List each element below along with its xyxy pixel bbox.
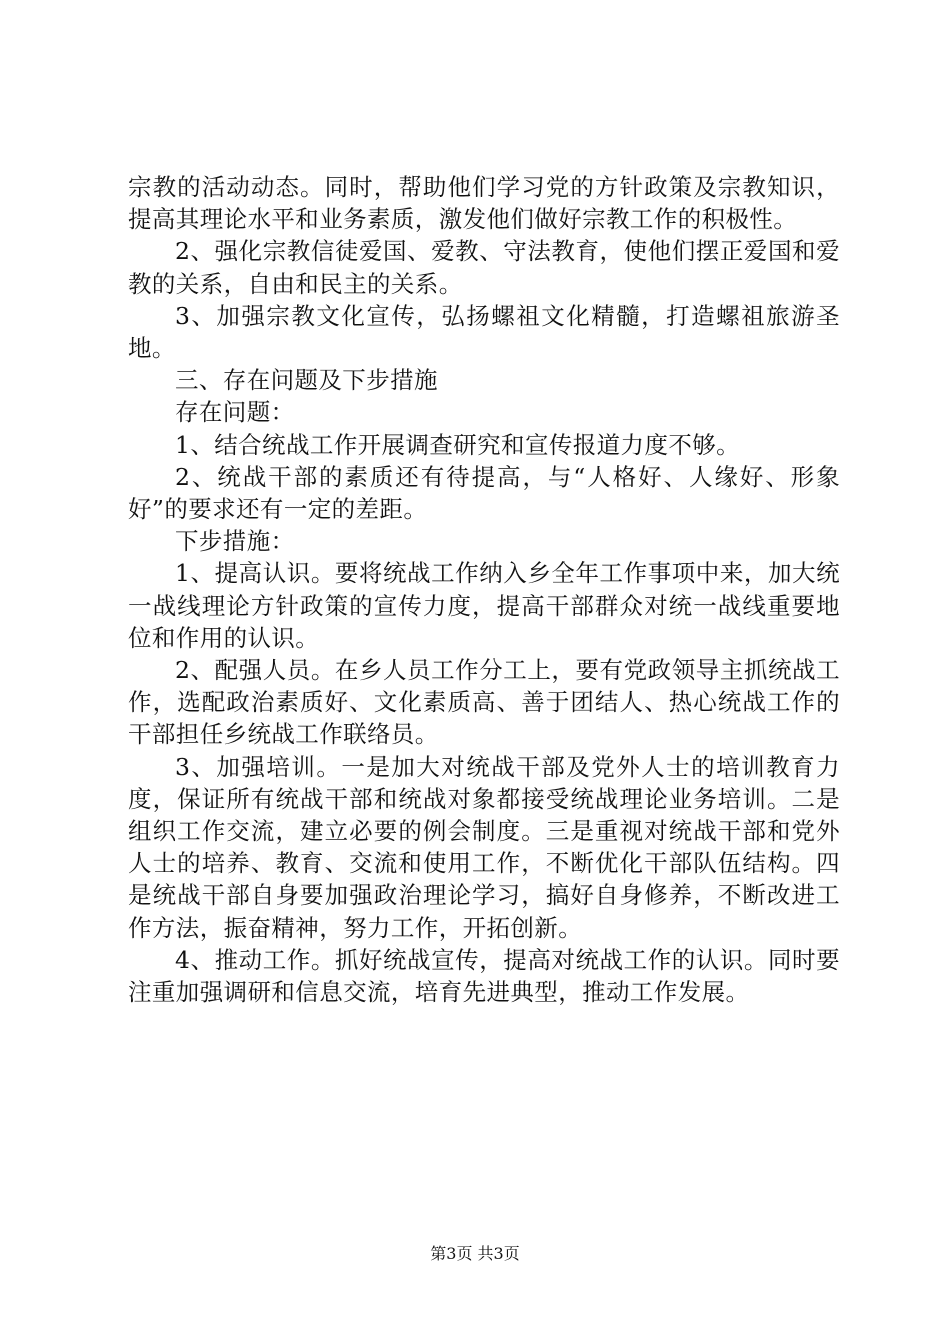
document-body — [128, 171, 840, 1008]
measure-item-2: 2、配强人员。在乡人员工作分工上，要有党政领导主抓统战工作，选配政治素质好、文化素质高、善于团结人、热心统战工作的干部担任乡统战工作联络员。 — [128, 656, 840, 749]
section-heading: 三、存在问题及下步措施 — [175, 366, 438, 395]
measure-item-4: 4、推动工作。抓好统战宣传，提高对统战工作的认识。同时要注重加强调研和信息交流，培育先进典型，推动工作发展。 — [128, 945, 840, 1007]
problem-item-1: 1、结合统战工作开展调查研究和宣传报道力度不够。 — [175, 430, 741, 459]
page-footer: 第3页 共3页 — [430, 1244, 520, 1263]
paragraph-2: 2、强化宗教信徒爱国、爱教、守法教育，使他们摆正爱国和爱教的关系，自由和民主的关系。 — [128, 237, 840, 298]
paragraph-3: 3、加强宗教文化宣传，弘扬螺祖文化精髓，打造螺祖旅游圣地。 — [128, 301, 840, 363]
paragraph-1: 宗教的活动动态。同时，帮助他们学习党的方针政策及宗教知识，提高其理论水平和业务素质，激发他们做好宗教工作的积极性。 — [128, 173, 840, 234]
problem-item-2: 2、统战干部的素质还有待提高，与“人格好、人缘好、形象好”的要求还有一定的差距。 — [128, 462, 840, 524]
measure-item-3: 3、加强培训。一是加大对统战干部及党外人士的培训教育力度，保证所有统战干部和统战对象都接受统战理论业务培训。二是组织工作交流，建立必要的例会制度。三是重视对统战干部和党外人士的培养、教育、交流和使用工作，不断优化干部队伍结构。四是统战干部自身要加强政治理论学习，搞好自身修养，不断改进工作方法，振奋精神，努力工作，开拓创新。 — [128, 752, 840, 942]
subheading-problems: 存在问题： — [175, 398, 295, 427]
measure-item-1: 1、提高认识。要将统战工作纳入乡全年工作事项中来，加大统一战线理论方针政策的宣传力度，提高干部群众对统一战线重要地位和作用的认识。 — [128, 559, 840, 652]
subheading-measures: 下步措施： — [175, 527, 295, 556]
